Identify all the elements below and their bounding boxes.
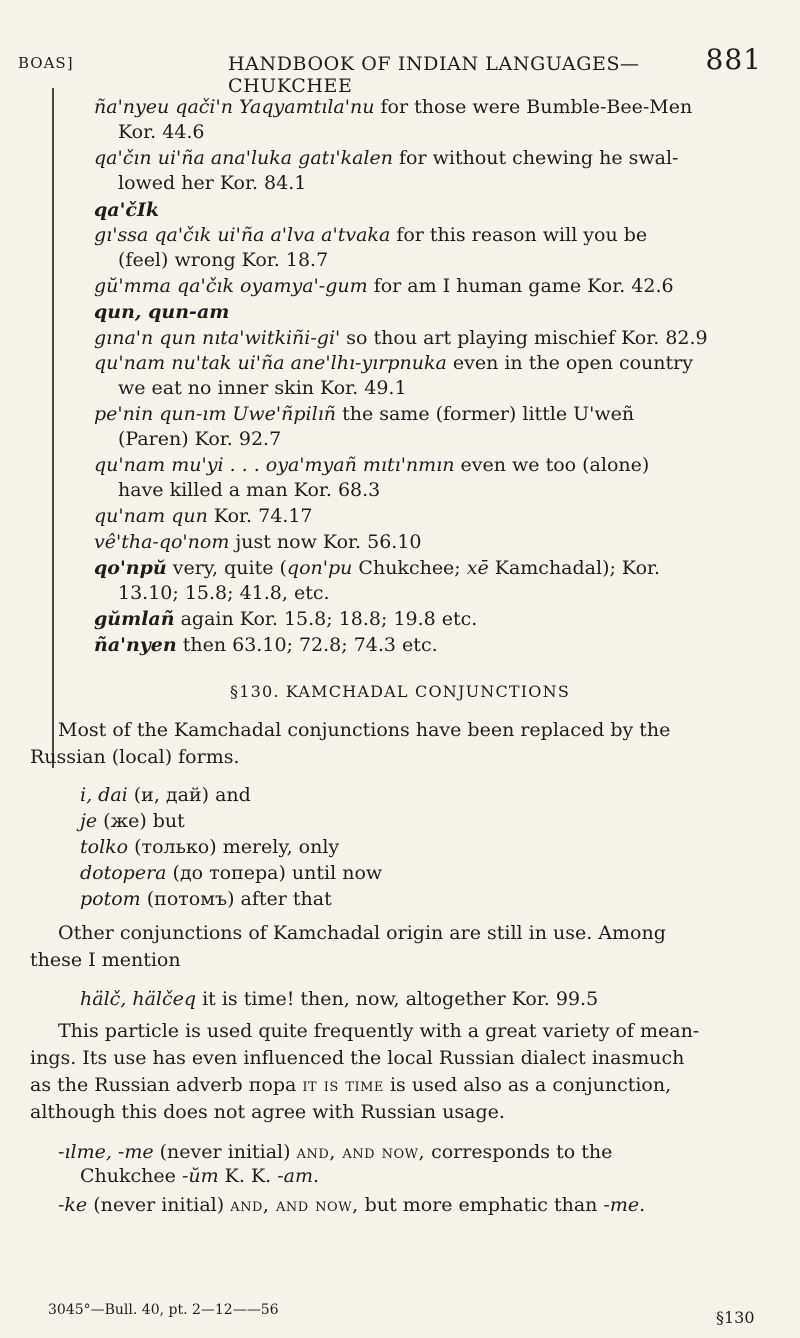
form-line: je (же) but <box>80 810 185 832</box>
form-line: tolko (только) merely, only <box>80 836 340 858</box>
entry-line: qu'nam mu'yi . . . oya'myañ mıtı'nmın even we too (alone) <box>94 454 650 476</box>
form-line: Chukchee -ŭm K. K. -am. <box>80 1165 320 1187</box>
section-heading: §130. KAMCHADAL CONJUNCTIONS <box>230 682 570 701</box>
running-head <box>18 40 762 97</box>
entry-line: (Paren) Kor. 92.7 <box>118 428 282 450</box>
entry-line: 13.10; 15.8; 41.8, etc. <box>118 582 330 604</box>
print-signature: 3045°—Bull. 40, pt. 2—12——56 <box>48 1302 279 1318</box>
form-line: -ılme, -me (never initial) and, and now, corresponds to the <box>58 1141 613 1163</box>
entry-line: gına'n qun nıta'witkiñi-gi' so thou art playing mischief Kor. 82.9 <box>94 327 708 349</box>
form-line: hälč, hälčeq it is time! then, now, altogether Kor. 99.5 <box>80 988 599 1010</box>
entry-line: have killed a man Kor. 68.3 <box>118 479 381 501</box>
entry-line: vê'tha-qo'nom just now Kor. 56.10 <box>94 531 422 553</box>
form-line: dotopera (до топера) until now <box>80 862 383 884</box>
entry-line: Kor. 44.6 <box>118 121 205 143</box>
entry-line: qu'nam nu'tak ui'ña ane'lhı-yırpnuka even in the open country <box>94 352 693 374</box>
entry-line: ña'nyen then 63.10; 72.8; 74.3 etc. <box>94 634 438 656</box>
entry-line: lowed her Kor. 84.1 <box>118 172 307 194</box>
page-number: 881 <box>705 43 762 76</box>
running-head-author: BOAS] <box>18 54 74 72</box>
entry-line: gŭ'mma qa'čık oyamya'-gum for am I human game Kor. 42.6 <box>94 275 674 297</box>
entry-line: we eat no inner skin Kor. 49.1 <box>118 377 407 399</box>
entry-headword: qun, qun-am <box>94 301 230 323</box>
paragraph-line: Other conjunctions of Kamchadal origin are still in use. Among <box>58 922 666 944</box>
paragraph-line: This particle is used quite frequently with a great variety of mean- <box>58 1020 700 1042</box>
paragraph-line: although this does not agree with Russian usage. <box>30 1101 505 1123</box>
entry-line: gŭmlañ again Kor. 15.8; 18.8; 19.8 etc. <box>94 608 478 630</box>
form-line: i, dai (и, дай) and <box>80 784 251 806</box>
paragraph-line: these I mention <box>30 949 181 971</box>
entry-line: qu'nam qun Kor. 74.17 <box>94 505 313 527</box>
entry-headword: qa'čIk <box>94 199 160 221</box>
entry-line: qa'čın ui'ña ana'luka gatı'kalen for without chewing he swal- <box>94 147 679 169</box>
entry-line: (feel) wrong Kor. 18.7 <box>118 249 329 271</box>
paragraph-line: as the Russian adverb пора it is time is used also as a conjunction, <box>30 1074 672 1096</box>
entry-line: qo'npŭ very, quite (qon'pu Chukchee; xē Kamchadal); Kor. <box>94 557 661 579</box>
section-footer-mark: §130 <box>716 1308 755 1327</box>
entry-line: ña'nyeu qači'n Yaqyamtıla'nu for those were Bumble-Bee-Men <box>94 96 693 118</box>
form-line: -ke (never initial) and, and now, but more emphatic than -me. <box>58 1194 646 1216</box>
paragraph-line: Russian (local) forms. <box>30 746 240 768</box>
paragraph-line: ings. Its use has even influenced the local Russian dialect inasmuch <box>30 1047 685 1069</box>
margin-rule <box>52 88 54 768</box>
paragraph-line: Most of the Kamchadal conjunctions have been replaced by the <box>58 719 671 741</box>
running-head-title: HANDBOOK OF INDIAN LANGUAGES—CHUKCHEE <box>228 53 640 97</box>
entry-line: pe'nin qun-ım Uwe'ñpilıñ the same (former) little U'weñ <box>94 403 635 425</box>
form-line: potom (потомъ) after that <box>80 888 332 910</box>
entry-line: gı'ssa qa'čık ui'ña a'lva a'tvaka for this reason will you be <box>94 224 648 246</box>
